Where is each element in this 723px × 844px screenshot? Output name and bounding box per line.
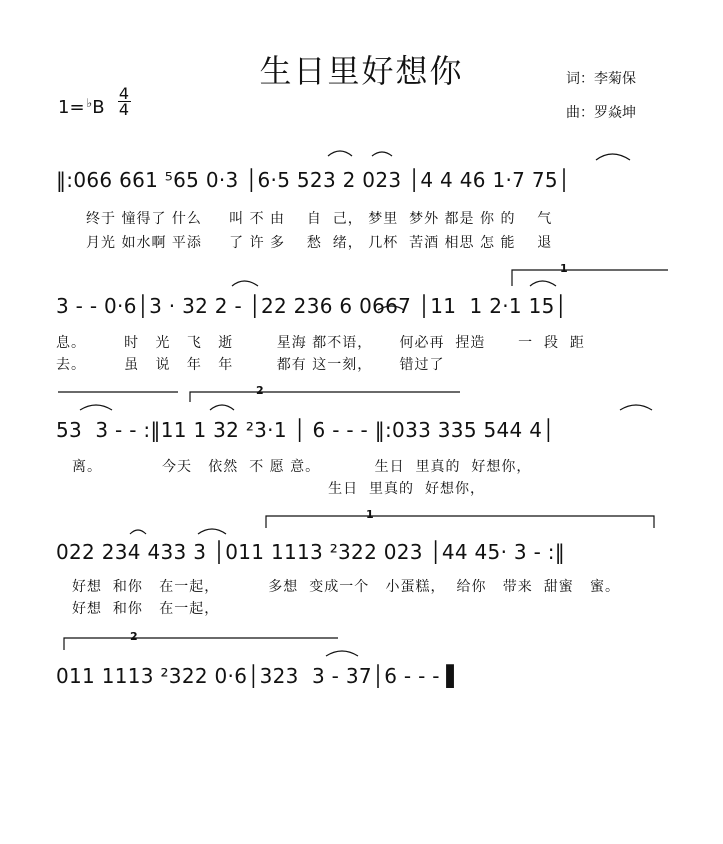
staff-row-5 bbox=[0, 664, 723, 844]
slur-1 bbox=[328, 151, 352, 156]
lyric-row-3-verse-2: 生日 里真的 好想你， bbox=[72, 481, 485, 497]
volta-label-4: 2 bbox=[130, 630, 138, 643]
composer-credit: 曲：罗焱坤 bbox=[566, 105, 636, 121]
lyric-row-3-verse-1: 离。 今天 依然 不 愿 意。 生日 里真的 好想你， bbox=[72, 459, 532, 475]
key-label: 1= bbox=[58, 97, 85, 118]
notes-row-3: 53 3 - - :‖11 1 32 ²3·1 │ 6 - - - ‖:033 335 544 4│ bbox=[56, 418, 555, 442]
lyric-row-1-verse-2: 月光 如水啊 平添 了 许 多 愁 绪， 几杯 苦酒 相思 怎 能 退 bbox=[86, 235, 553, 251]
notes-row-5: 011 1113 ²322 0·6│323 3 - 37│6 - - - ▌ bbox=[56, 664, 463, 688]
flat-sign: ♭ bbox=[86, 96, 93, 110]
song-title: 生日里好想你 bbox=[259, 52, 464, 90]
time-signature bbox=[116, 86, 132, 117]
lyric-row-2-verse-1: 息。 时 光 飞 逝 星海 都不语， 何必再 捏造 一 段 距 bbox=[56, 335, 585, 351]
slur-2 bbox=[372, 152, 392, 156]
lyric-row-4-verse-2: 好想 和你 在一起， bbox=[72, 601, 220, 617]
volta-label-2: 2 bbox=[256, 384, 264, 397]
time-bottom: 4 bbox=[118, 100, 130, 119]
notes-row-4: 022 234 433 3 │011 1113 ²322 023 │44 45· 3 - :‖ bbox=[56, 540, 566, 564]
key-note: B bbox=[92, 97, 105, 118]
lyric-row-2-verse-2: 去。 虽 说 年 年 都有 这一刻， 错过了 bbox=[56, 357, 445, 373]
lyric-row-4-verse-1: 好想 和你 在一起， 多想 变成一个 小蛋糕， 给你 带来 甜蜜 蜜。 bbox=[72, 579, 621, 595]
lyricist-credit: 词：李菊保 bbox=[566, 71, 636, 87]
volta-label-1: 1 bbox=[560, 262, 568, 275]
key-signature bbox=[58, 96, 105, 118]
lyric-row-1-verse-1: 终于 憧得了 什么 叫 不 由 自 己， 梦里 梦外 都是 你 的 气 bbox=[86, 211, 553, 227]
notes-row-2: 3 - - 0·6│3 · 32 2 - │22 236 6 0667 │11 1 2·1 15│ bbox=[56, 294, 567, 318]
slur-3 bbox=[596, 154, 630, 160]
time-top: 4 bbox=[118, 84, 130, 103]
notes-row-1: ‖:066 661 ⁵65 0·3 │6·5 523 2 023 │4 4 46 1·7 75│ bbox=[56, 168, 571, 192]
volta-label-3: 1 bbox=[366, 508, 374, 521]
